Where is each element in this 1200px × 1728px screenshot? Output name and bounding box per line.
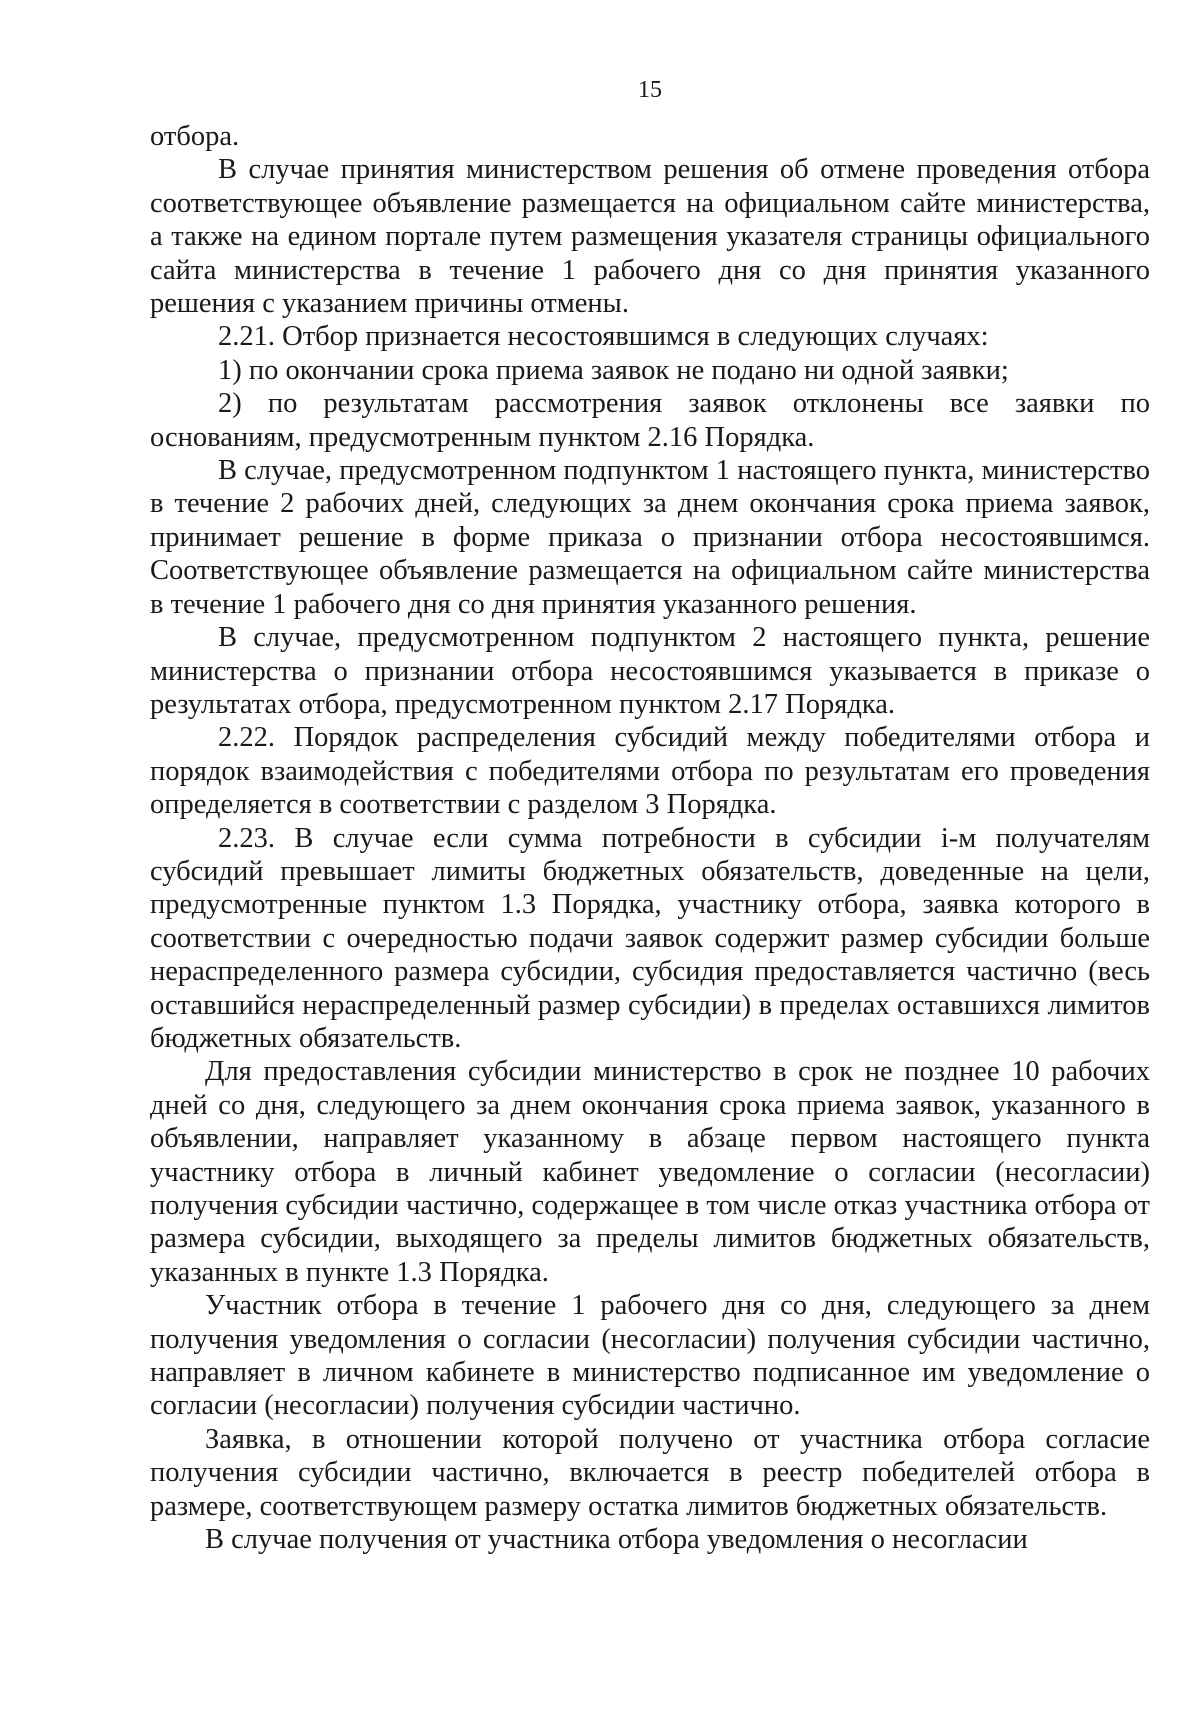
paragraph: 2.23. В случае если сумма потребности в субсидии i-м получателям субсидий превышает лимиты бюджетных обязательств, доведенные на цели, предусмотренные пунктом 1.3 Порядка, участнику отбора, заявка которого в соответствии с очередностью подачи заявок содержит размер субсидии больше нераспределенного размера субсидии, субсидия предоставляется частично (весь оставшийся нераспределенный размер субсидии) в пределах оставшихся лимитов бюджетных обязательств. — [150, 822, 1150, 1054]
paragraph: В случае принятия министерством решения об отмене проведения отбора соответствующее объявление размещается на официальном сайте министерства, а также на едином портале путем размещения указателя страницы официального сайта министерства в течение 1 рабочего дня со дня принятия указанного решения с указанием причины отмены. — [150, 154, 1150, 320]
paragraph: 1) по окончании срока приема заявок не подано ни одной заявки; — [218, 354, 1009, 386]
paragraph: Заявка, в отношении которой получено от участника отбора согласие получения субсидии частично, включается в реестр победителей отбора в размере, соответствующем размеру остатка лимитов бюджетных обязательств. — [150, 1423, 1150, 1522]
paragraph: 2.21. Отбор признается несостоявшимся в следующих случаях: — [218, 321, 989, 353]
paragraph: В случае получения от участника отбора уведомления о несогласии — [205, 1524, 1028, 1556]
paragraph: Участник отбора в течение 1 рабочего дня со дня, следующего за днем получения уведомления о согласии (несогласии) получения субсидии частично, направляет в личном кабинете в министерство подписанное им уведомление о согласии (несогласии) получения субсидии частично. — [150, 1290, 1150, 1422]
page-number: 15 — [638, 77, 662, 103]
document-body — [150, 120, 1150, 1556]
paragraph: В случае, предусмотренном подпунктом 1 настоящего пункта, министерство в течение 2 рабочих дней, следующих за днем окончания срока приема заявок, принимает решение в форме приказа о признании отбора несостоявшимся. Соответствующее объявление размещается на официальном сайте министерства в течение 1 рабочего дня со дня принятия указанного решения. — [150, 455, 1150, 620]
paragraph: Для предоставления субсидии министерство в срок не позднее 10 рабочих дней со дня, следующего за днем окончания срока приема заявок, указанного в объявлении, направляет указанному в абзаце первом настоящего пункта участнику отбора в личный кабинет уведомление о согласии (несогласии) получения субсидии частично, содержащее в том числе отказ участника отбора от размера субсидии, выходящего за пределы лимитов бюджетных обязательств, указанных в пункте 1.3 Порядка. — [150, 1056, 1150, 1288]
document-page — [150, 0, 1150, 1728]
paragraph: отбора. — [150, 121, 240, 152]
paragraph: В случае, предусмотренном подпунктом 2 настоящего пункта, решение министерства о признании отбора несостоявшимся указывается в приказе о результатах отбора, предусмотренном пунктом 2.17 Порядка. — [150, 622, 1150, 720]
paragraph: 2) по результатам рассмотрения заявок отклонены все заявки по основаниям, предусмотренным пунктом 2.16 Порядка. — [150, 388, 1150, 453]
paragraph: 2.22. Порядок распределения субсидий между победителями отбора и порядок взаимодействия с победителями отбора по результатам его проведения определяется в соответствии с разделом 3 Порядка. — [150, 722, 1150, 821]
